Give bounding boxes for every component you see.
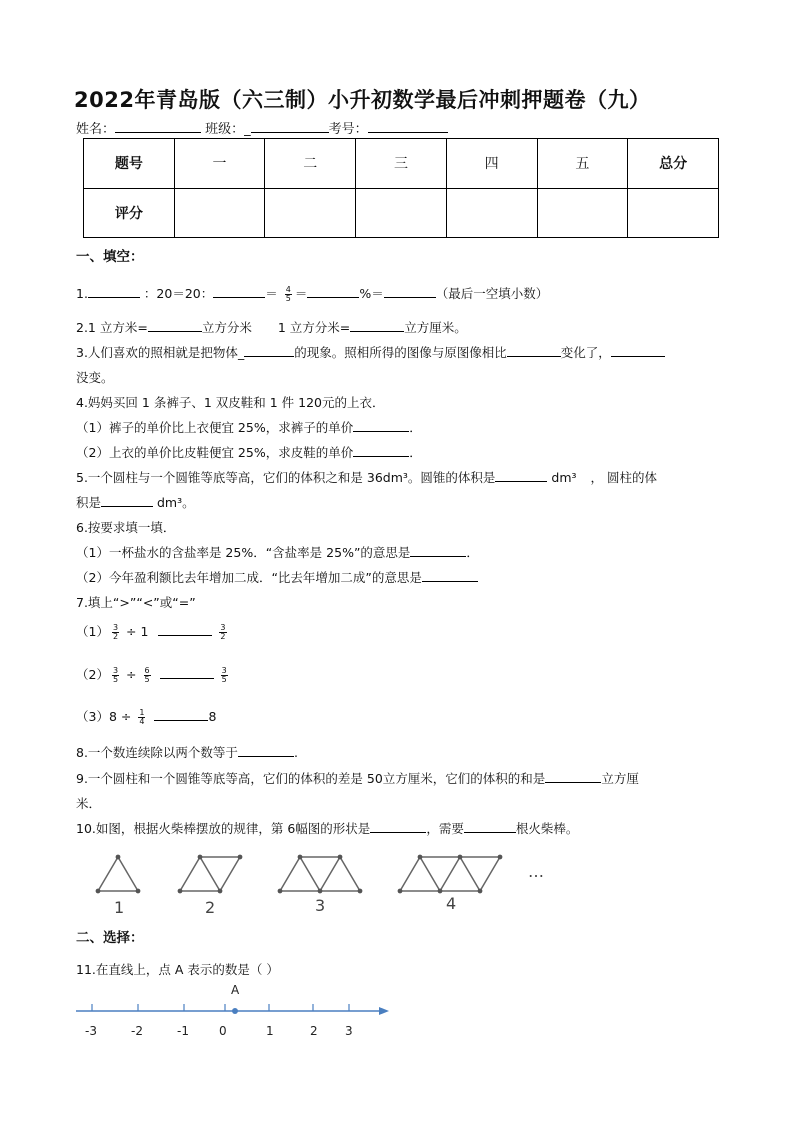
q3-blank-1[interactable] bbox=[244, 345, 294, 357]
q7-r2-frac-2 bbox=[144, 667, 151, 684]
question-7-row-1 bbox=[76, 622, 230, 641]
q2-text-b: 立方分米 bbox=[201, 320, 252, 335]
q4-s1-dot: ． bbox=[409, 420, 422, 435]
q7-r3-op: ÷ bbox=[120, 709, 132, 724]
question-6-sub-1 bbox=[76, 543, 479, 561]
q7-r1-op: ÷ bbox=[126, 624, 137, 639]
question-11: 11.在直线上，点 A 表示的数是（ ） bbox=[76, 962, 279, 977]
q1-text-a: ：20＝20： bbox=[143, 286, 214, 301]
question-4-sub-2 bbox=[76, 443, 422, 461]
class-label: 班级： bbox=[205, 122, 245, 137]
header-cell: 三 bbox=[356, 139, 447, 189]
question-3 bbox=[76, 343, 665, 361]
student-info bbox=[76, 118, 448, 137]
q2-blank-1[interactable] bbox=[148, 320, 202, 332]
tick-label: 1 bbox=[266, 1024, 274, 1038]
numerator: 1 bbox=[139, 708, 145, 717]
class-mark: _ bbox=[244, 122, 251, 137]
tick-label: 3 bbox=[345, 1024, 353, 1038]
q8-text-b: . bbox=[293, 745, 298, 760]
name-field[interactable] bbox=[115, 120, 201, 133]
q9-blank[interactable] bbox=[545, 771, 601, 783]
number-line bbox=[70, 980, 400, 1045]
score-row-label: 评分 bbox=[84, 188, 175, 238]
figure-label-3: 3 bbox=[315, 896, 326, 915]
figure-label-4: 4 bbox=[446, 894, 457, 913]
denominator: 2 bbox=[112, 632, 119, 641]
q1-text-b: ＝ bbox=[265, 286, 278, 301]
q10-blank-2[interactable] bbox=[464, 821, 516, 833]
question-9 bbox=[76, 769, 639, 787]
exam-label: 考号： bbox=[328, 122, 368, 137]
q1-prefix: 1. bbox=[76, 286, 88, 301]
question-8 bbox=[76, 743, 298, 761]
section-1-heading: 一、填空： bbox=[76, 249, 144, 265]
q4-blank-1[interactable] bbox=[353, 420, 409, 432]
q7-r1-value: 1 bbox=[140, 624, 149, 639]
q7-r2-frac-3 bbox=[221, 667, 228, 684]
q1-blank-1[interactable] bbox=[88, 286, 140, 298]
q7-r2-label: （2） bbox=[76, 667, 109, 682]
score-cell[interactable] bbox=[628, 188, 719, 238]
numerator: 4 bbox=[285, 285, 291, 294]
q6-blank-2[interactable] bbox=[422, 570, 478, 582]
q10-text-b: ，需要 bbox=[426, 821, 464, 836]
matchstick-figure-4 bbox=[400, 857, 500, 891]
q3-text-b: 的现象。照相所得的图像与原图像相比 bbox=[294, 345, 507, 360]
score-cell[interactable] bbox=[265, 188, 356, 238]
q2-text-d: 立方厘米。 bbox=[404, 320, 467, 335]
q9-text-c: 米． bbox=[76, 796, 102, 811]
q8-blank[interactable] bbox=[238, 745, 294, 757]
denominator: 4 bbox=[139, 717, 145, 726]
question-4-sub-1 bbox=[76, 418, 422, 436]
score-cell[interactable] bbox=[537, 188, 628, 238]
header-cell: 四 bbox=[446, 139, 537, 189]
header-cell: 二 bbox=[265, 139, 356, 189]
score-cell[interactable] bbox=[446, 188, 537, 238]
q1-blank-2[interactable] bbox=[213, 286, 265, 298]
q4-blank-2[interactable] bbox=[353, 445, 409, 457]
q7-r3-value-1: 8 bbox=[108, 709, 117, 724]
tick-label: -2 bbox=[131, 1024, 143, 1038]
q10-blank-1[interactable] bbox=[370, 821, 426, 833]
class-field[interactable] bbox=[251, 120, 329, 133]
q5-text-d: 积是 bbox=[76, 495, 102, 510]
question-4-stem: 4.妈妈买回 1 条裤子、1 双皮鞋和 1 件 120元的上衣． bbox=[76, 395, 385, 410]
question-2 bbox=[76, 318, 467, 336]
q10-text-a: 10.如图，根据火柴棒摆放的规律，第 6幅图的形状是 bbox=[76, 821, 371, 836]
header-cell: 总分 bbox=[628, 139, 719, 189]
numerator: 3 bbox=[112, 623, 119, 632]
question-6-stem: 6.按要求填一填． bbox=[76, 520, 176, 535]
question-5-cont bbox=[76, 493, 195, 511]
q5-text-a: 5.一个圆柱与一个圆锥等底等高，它们的体积之和是 36dm³。圆锥的体积是 bbox=[76, 470, 496, 485]
q7-r3-label: （3） bbox=[76, 709, 109, 724]
q1-text-e: （最后一空填小数） bbox=[435, 286, 549, 301]
q7-r1-blank[interactable] bbox=[158, 624, 212, 636]
q7-r2-op: ÷ bbox=[126, 667, 137, 682]
q7-r1-frac-1 bbox=[112, 624, 119, 641]
q10-text-c: 根火柴棒。 bbox=[515, 821, 579, 836]
denominator: 5 bbox=[112, 675, 119, 684]
q9-text-a: 9.一个圆柱和一个圆锥等底等高，它们的体积的差是 50立方厘米，它们的体积的和是 bbox=[76, 771, 546, 786]
q4-s2-text: （2）上衣的单价比皮鞋便宜 25%，求皮鞋的单价 bbox=[76, 445, 354, 460]
denominator: 5 bbox=[221, 675, 227, 684]
tick-label: 0 bbox=[219, 1024, 227, 1038]
q1-blank-3[interactable] bbox=[307, 286, 359, 298]
q4-s2-dot: ． bbox=[409, 445, 422, 460]
q9-text-b: 立方厘 bbox=[601, 771, 639, 786]
score-row bbox=[84, 188, 719, 238]
q6-s1-text: （1）一杯盐水的含盐率是 25%．“含盐率是 25%”的意思是 bbox=[76, 545, 411, 560]
q5-text-b: dm³ bbox=[551, 470, 577, 485]
q7-r3-frac bbox=[138, 709, 145, 726]
question-1 bbox=[76, 284, 548, 303]
question-7-row-2 bbox=[76, 665, 231, 684]
q5-text-e: dm³。 bbox=[157, 495, 195, 510]
tick-label: 2 bbox=[310, 1024, 318, 1038]
question-5 bbox=[76, 468, 657, 486]
question-6-sub-2 bbox=[76, 568, 478, 586]
q3-text-d: 没变。 bbox=[76, 370, 114, 385]
matchstick-figure-1 bbox=[98, 857, 138, 891]
matchstick-figure-1-joints bbox=[96, 855, 141, 894]
section-2-heading: 二、选择： bbox=[76, 930, 144, 946]
figure-label-1: 1 bbox=[114, 898, 125, 917]
q3-text-c: 变化了， bbox=[560, 345, 611, 360]
tick-label: -1 bbox=[177, 1024, 189, 1038]
q3-mark: _ bbox=[237, 345, 245, 360]
score-header-row bbox=[84, 139, 719, 189]
denominator: 2 bbox=[220, 632, 226, 641]
q6-blank-1[interactable] bbox=[410, 545, 466, 557]
score-table bbox=[83, 138, 719, 238]
q8-text-a: 8.一个数连续除以两个数等于 bbox=[76, 745, 238, 760]
exam-field[interactable] bbox=[368, 120, 448, 133]
point-a-marker bbox=[232, 1008, 238, 1014]
matchstick-figure-2 bbox=[180, 857, 240, 891]
point-a-label: A bbox=[231, 983, 240, 997]
q1-text-c: ＝ bbox=[294, 286, 308, 301]
q3-text-a: 3.人们喜欢的照相就是把物体 bbox=[76, 345, 238, 360]
q3-blank-2[interactable] bbox=[507, 345, 561, 357]
q3-blank-3[interactable] bbox=[611, 345, 665, 357]
q2-blank-2[interactable] bbox=[350, 320, 404, 332]
question-7-stem: 7.填上“>”“<”或“=” bbox=[76, 595, 196, 610]
header-cell: 一 bbox=[174, 139, 265, 189]
q7-r1-frac-2 bbox=[219, 624, 226, 641]
q1-blank-4[interactable] bbox=[384, 286, 436, 298]
q7-r2-frac-1 bbox=[112, 667, 119, 684]
q1-fraction bbox=[285, 286, 292, 303]
figure-label-2: 2 bbox=[205, 898, 216, 917]
matchstick-figures bbox=[80, 845, 560, 920]
number-line-arrow bbox=[379, 1007, 389, 1015]
q6-s2-text: （2）今年盈利额比去年增加二成．“比去年增加二成”的意思是 bbox=[76, 570, 422, 585]
figure-ellipsis: … bbox=[528, 862, 544, 881]
q5-blank-1[interactable] bbox=[495, 470, 547, 482]
q7-r3-value-2: 8 bbox=[208, 709, 217, 724]
q6-s1-dot: ． bbox=[466, 545, 479, 560]
q1-text-d: %＝ bbox=[359, 286, 384, 301]
question-7-row-3 bbox=[76, 707, 216, 726]
q2-text-a: 2.1 立方米= bbox=[76, 320, 148, 335]
score-cell[interactable] bbox=[356, 188, 447, 238]
q4-s1-text: （1）裤子的单价比上衣便宜 25%，求裤子的单价 bbox=[76, 420, 354, 435]
q5-text-c: ， 圆柱的体 bbox=[590, 470, 658, 485]
q7-r3-blank[interactable] bbox=[154, 709, 208, 721]
numerator: 3 bbox=[220, 623, 226, 632]
name-label: 姓名： bbox=[76, 122, 116, 137]
question-10 bbox=[76, 819, 578, 837]
numerator: 3 bbox=[221, 666, 227, 675]
numerator: 6 bbox=[144, 666, 150, 675]
q2-text-c: 1 立方分米= bbox=[277, 320, 351, 335]
q7-r1-label: （1） bbox=[76, 624, 109, 639]
page-title: 2022年青岛版（六三制）小升初数学最后冲刺押题卷（九） bbox=[74, 88, 651, 112]
tick-label: -3 bbox=[85, 1024, 97, 1038]
matchstick-figure-3 bbox=[280, 857, 360, 891]
score-cell[interactable] bbox=[174, 188, 265, 238]
header-cell: 五 bbox=[537, 139, 628, 189]
numerator: 3 bbox=[112, 666, 119, 675]
q5-blank-2[interactable] bbox=[101, 495, 153, 507]
q7-r2-blank[interactable] bbox=[160, 667, 214, 679]
denominator: 5 bbox=[144, 675, 150, 684]
denominator: 5 bbox=[285, 294, 291, 303]
header-cell: 题号 bbox=[84, 139, 175, 189]
